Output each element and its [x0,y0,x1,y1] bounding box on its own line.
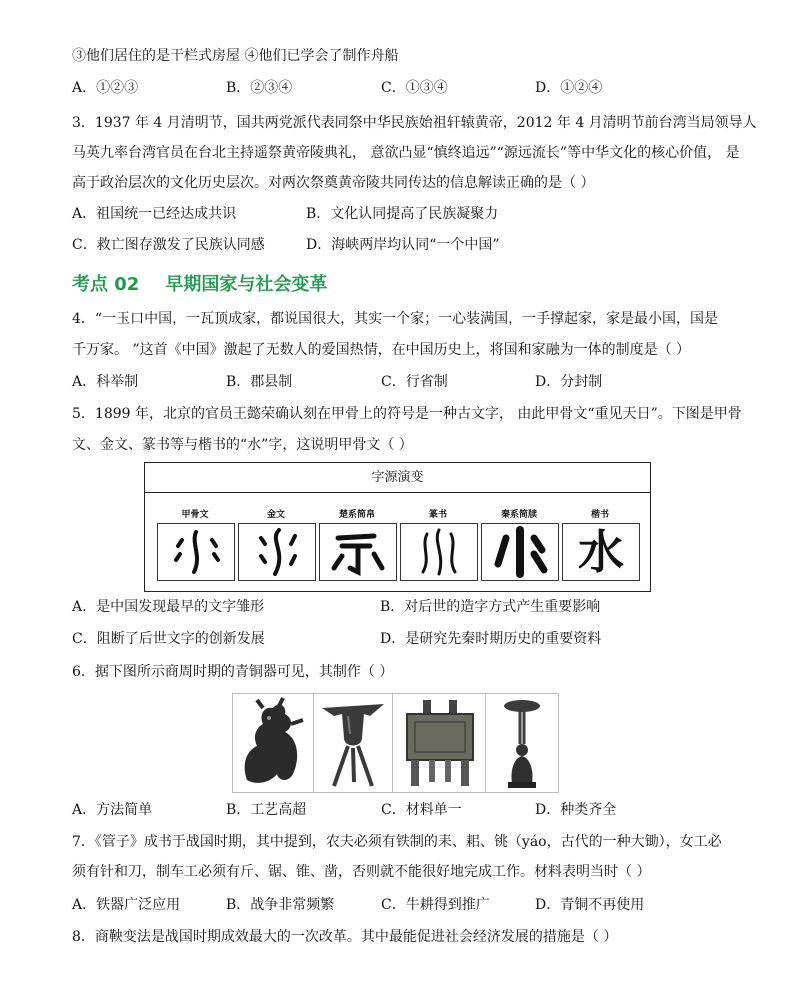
script-label: 楚系简帛 [338,510,375,520]
q5-line-2: 文、金文、篆书等与楷书的“水”字，这说明甲骨文（ ） [72,437,413,453]
script-label: 金文 [266,510,285,520]
script-label: 甲骨文 [181,510,209,520]
water-glyph-seal [400,523,478,581]
q5-option-d: D．是研究先秦时期历史的重要资料 [380,631,602,647]
q4-option-d: D．分封制 [535,374,603,390]
q7-option-a: A．铁器广泛应用 [72,897,181,913]
section-heading [72,270,353,296]
water-glyph-qin [481,523,559,581]
script-cell-oracle [155,503,235,581]
q2-option-b: B．②③④ [226,80,293,96]
script-label: 楷书 [590,510,609,520]
q7-line-2: 须有针和刀，制车工必须有斤、锯、锥、凿，否则就不能很好地完成工作。材料表明当时（ ） [72,864,651,880]
script-cell-bronze [236,503,316,581]
q3-option-b: B．文化认同提高了民族凝聚力 [306,206,499,222]
q4-line-1: 4．“一玉口中国，一瓦顶成家，都说国很大，其实一个家；一心装满国，一手撑起家，家是最小国，国是 [72,311,719,327]
q7-line-1: 7．《管子》成书于战国时期，其中提到，农夫必须有铁制的耒、耜、铫（yáo，古代的一种大锄），女工必 [72,834,722,850]
q5-line-1: 5．1899 年，北京的官员王懿荣确认刻在甲骨上的符号是一种古文字， 由此甲骨文“重见天日”。下图是甲骨 [72,406,742,422]
q4-line-2: 千万家。 ”这首《中国》激起了无数人的爱国热情，在中国历史上，将国和家融为一体的制度是（ ） [72,342,691,358]
script-cell-seal [398,503,478,581]
water-glyph-oracle [157,523,235,581]
q6-line: 6．据下图所示商周时期的青铜器可见，其制作（ ） [72,664,394,680]
q2-option-c: C．①③④ [381,80,448,96]
bronze-figure-lamp-image [486,694,558,792]
q6-option-a: A．方法简单 [72,802,153,818]
q5-option-b: B．对后世的造字方式产生重要影响 [380,599,601,615]
q4-option-b: B．郡县制 [226,374,293,390]
bronze-ware-figure [232,693,559,793]
water-glyph-chu [319,523,397,581]
water-glyph-bronze [238,523,316,581]
q2-option-d: D．①②④ [535,80,603,96]
q7-option-d: D．青铜不再使用 [535,897,645,913]
q6-option-c: C．材料单一 [381,802,462,818]
water-glyph-kaishu [562,523,640,581]
q6-option-d: D．种类齐全 [535,802,617,818]
script-cell-chu [317,503,397,581]
script-label: 篆书 [428,510,447,520]
figure-title: 字源演变 [145,463,650,493]
script-evolution-figure [144,462,651,592]
script-label: 秦系简牍 [500,510,537,520]
q5-option-c: C．阻断了后世文字的创新发展 [72,631,265,647]
kaishu-char: 水 [578,525,624,579]
q2-option-a: A．①②③ [72,80,139,96]
section-code: 考点 02 [72,274,140,295]
q3-line-1: 3．1937 年 4 月清明节，国共两党派代表同祭中华民族始祖轩辕黄帝，2012 年 4 月清明节前台湾当局领导人 [72,115,757,131]
q7-option-b: B．战争非常频繁 [226,897,335,913]
section-title: 早期国家与社会变革 [165,274,328,295]
bronze-jue-image [314,694,392,792]
q2-statement: ③他们居住的是干栏式房屋 ④他们已学会了制作舟船 [72,48,399,64]
q3-option-c: C．救亡图存激发了民族认同感 [72,237,265,253]
script-cell-qin [479,503,559,581]
q3-option-d: D．海峡两岸均认同“一个中国” [306,237,500,253]
q4-option-c: C．行省制 [381,374,448,390]
q8-line: 8．商鞅变法是战国时期成效最大的一次改革。其中最能促进社会经济发展的措施是（ ） [72,929,618,945]
script-cell-kaishu [560,503,640,581]
q3-option-a: A．祖国统一已经达成共识 [72,206,237,222]
q7-option-c: C．牛耕得到推广 [381,897,490,913]
bronze-dragon-image [233,694,313,792]
bronze-ding-image [393,694,485,792]
q5-option-a: A．是中国发现最早的文字雏形 [72,599,265,615]
q6-option-b: B．工艺高超 [226,802,307,818]
q3-line-2: 马英九率台湾官员在台北主持遥祭黄帝陵典礼， 意欲凸显“慎终追远”“源远流长”等中华文化的核心价值， 是 [72,145,740,161]
q4-option-a: A．科举制 [72,374,139,390]
q3-line-3: 高于政治层次的文化历史层次。对两次祭奠黄帝陵共同传达的信息解读正确的是（ ） [72,175,595,191]
